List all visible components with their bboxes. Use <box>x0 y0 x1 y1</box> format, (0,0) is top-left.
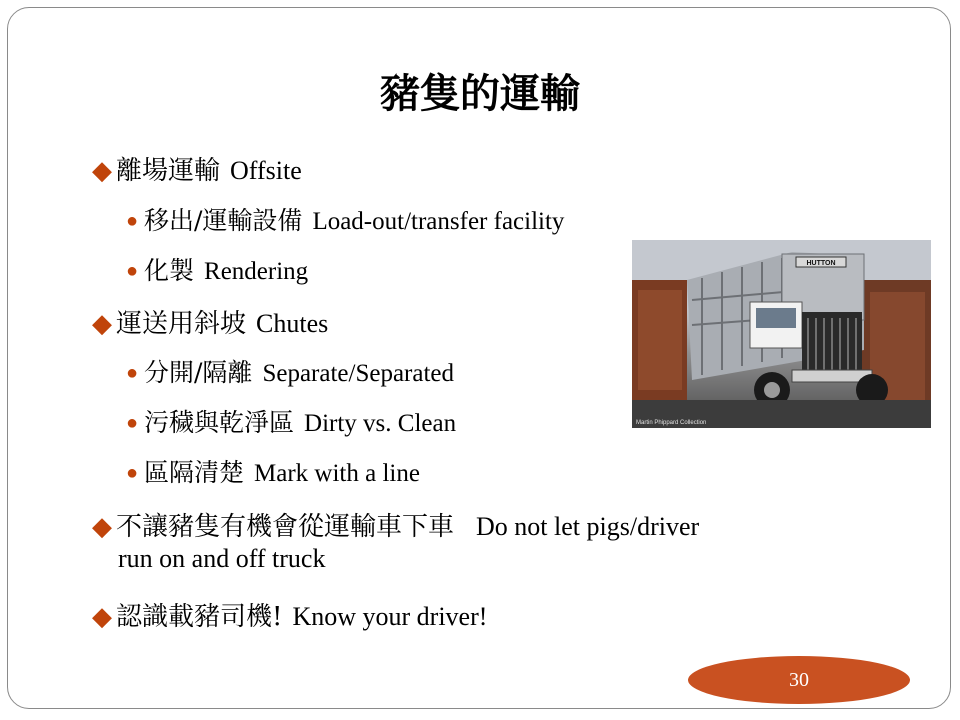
diamond-bullet-icon: ◆ <box>92 156 112 185</box>
item-cjk: 不讓豬隻有機會從運輸車下車 <box>116 512 455 542</box>
item-en: Load-out/transfer facility <box>312 208 565 235</box>
bullet-item <box>92 150 302 187</box>
dot-bullet-icon: ● <box>126 412 139 434</box>
bullet-item <box>92 596 487 633</box>
slide-title: 豬隻的運輸 <box>380 70 580 117</box>
item-cjk: 區隔清楚 <box>144 458 245 487</box>
dot-bullet-icon: ● <box>126 362 139 384</box>
item-en: Mark with a line <box>254 460 420 487</box>
photo-caption: Martin Phippard Collection <box>636 420 707 426</box>
item-cjk: 移出/運輸設備 <box>144 206 303 235</box>
sub-bullet-item <box>126 251 308 287</box>
truck-brand: HUTTON <box>806 260 836 267</box>
truck-photo <box>632 240 931 428</box>
item-en: Separate/Separated <box>262 360 455 387</box>
sub-bullet-item <box>126 201 564 237</box>
sub-bullet-item <box>126 453 420 489</box>
sub-bullet-item <box>126 353 454 389</box>
diamond-bullet-icon: ◆ <box>92 512 112 541</box>
sub-bullet-item <box>126 403 456 439</box>
item-cjk: 認識載豬司機! <box>116 602 283 632</box>
dot-bullet-icon: ● <box>126 260 139 282</box>
item-continuation: run on and off truck <box>118 544 326 573</box>
item-en: Know your driver! <box>292 602 488 631</box>
page-number: 30 <box>789 668 809 691</box>
item-cjk: 分開/隔離 <box>144 358 253 387</box>
item-cjk: 離場運輸 <box>116 156 221 186</box>
item-en: Rendering <box>204 258 309 285</box>
diamond-bullet-icon: ◆ <box>92 602 112 631</box>
item-en: Do not let pigs/driver <box>476 512 700 541</box>
item-cjk: 化製 <box>144 256 195 285</box>
item-en: Chutes <box>256 309 329 338</box>
dot-bullet-icon: ● <box>126 210 139 232</box>
truck-illustration <box>632 240 931 428</box>
bullet-item <box>92 303 328 340</box>
item-en: Dirty vs. Clean <box>304 410 457 437</box>
item-cjk: 污穢與乾淨區 <box>144 408 295 437</box>
page-number-badge <box>688 656 910 704</box>
bullet-item <box>92 506 699 543</box>
diamond-bullet-icon: ◆ <box>92 309 112 338</box>
dot-bullet-icon: ● <box>126 462 139 484</box>
item-en: Offsite <box>230 156 302 185</box>
item-cjk: 運送用斜坡 <box>116 309 247 339</box>
